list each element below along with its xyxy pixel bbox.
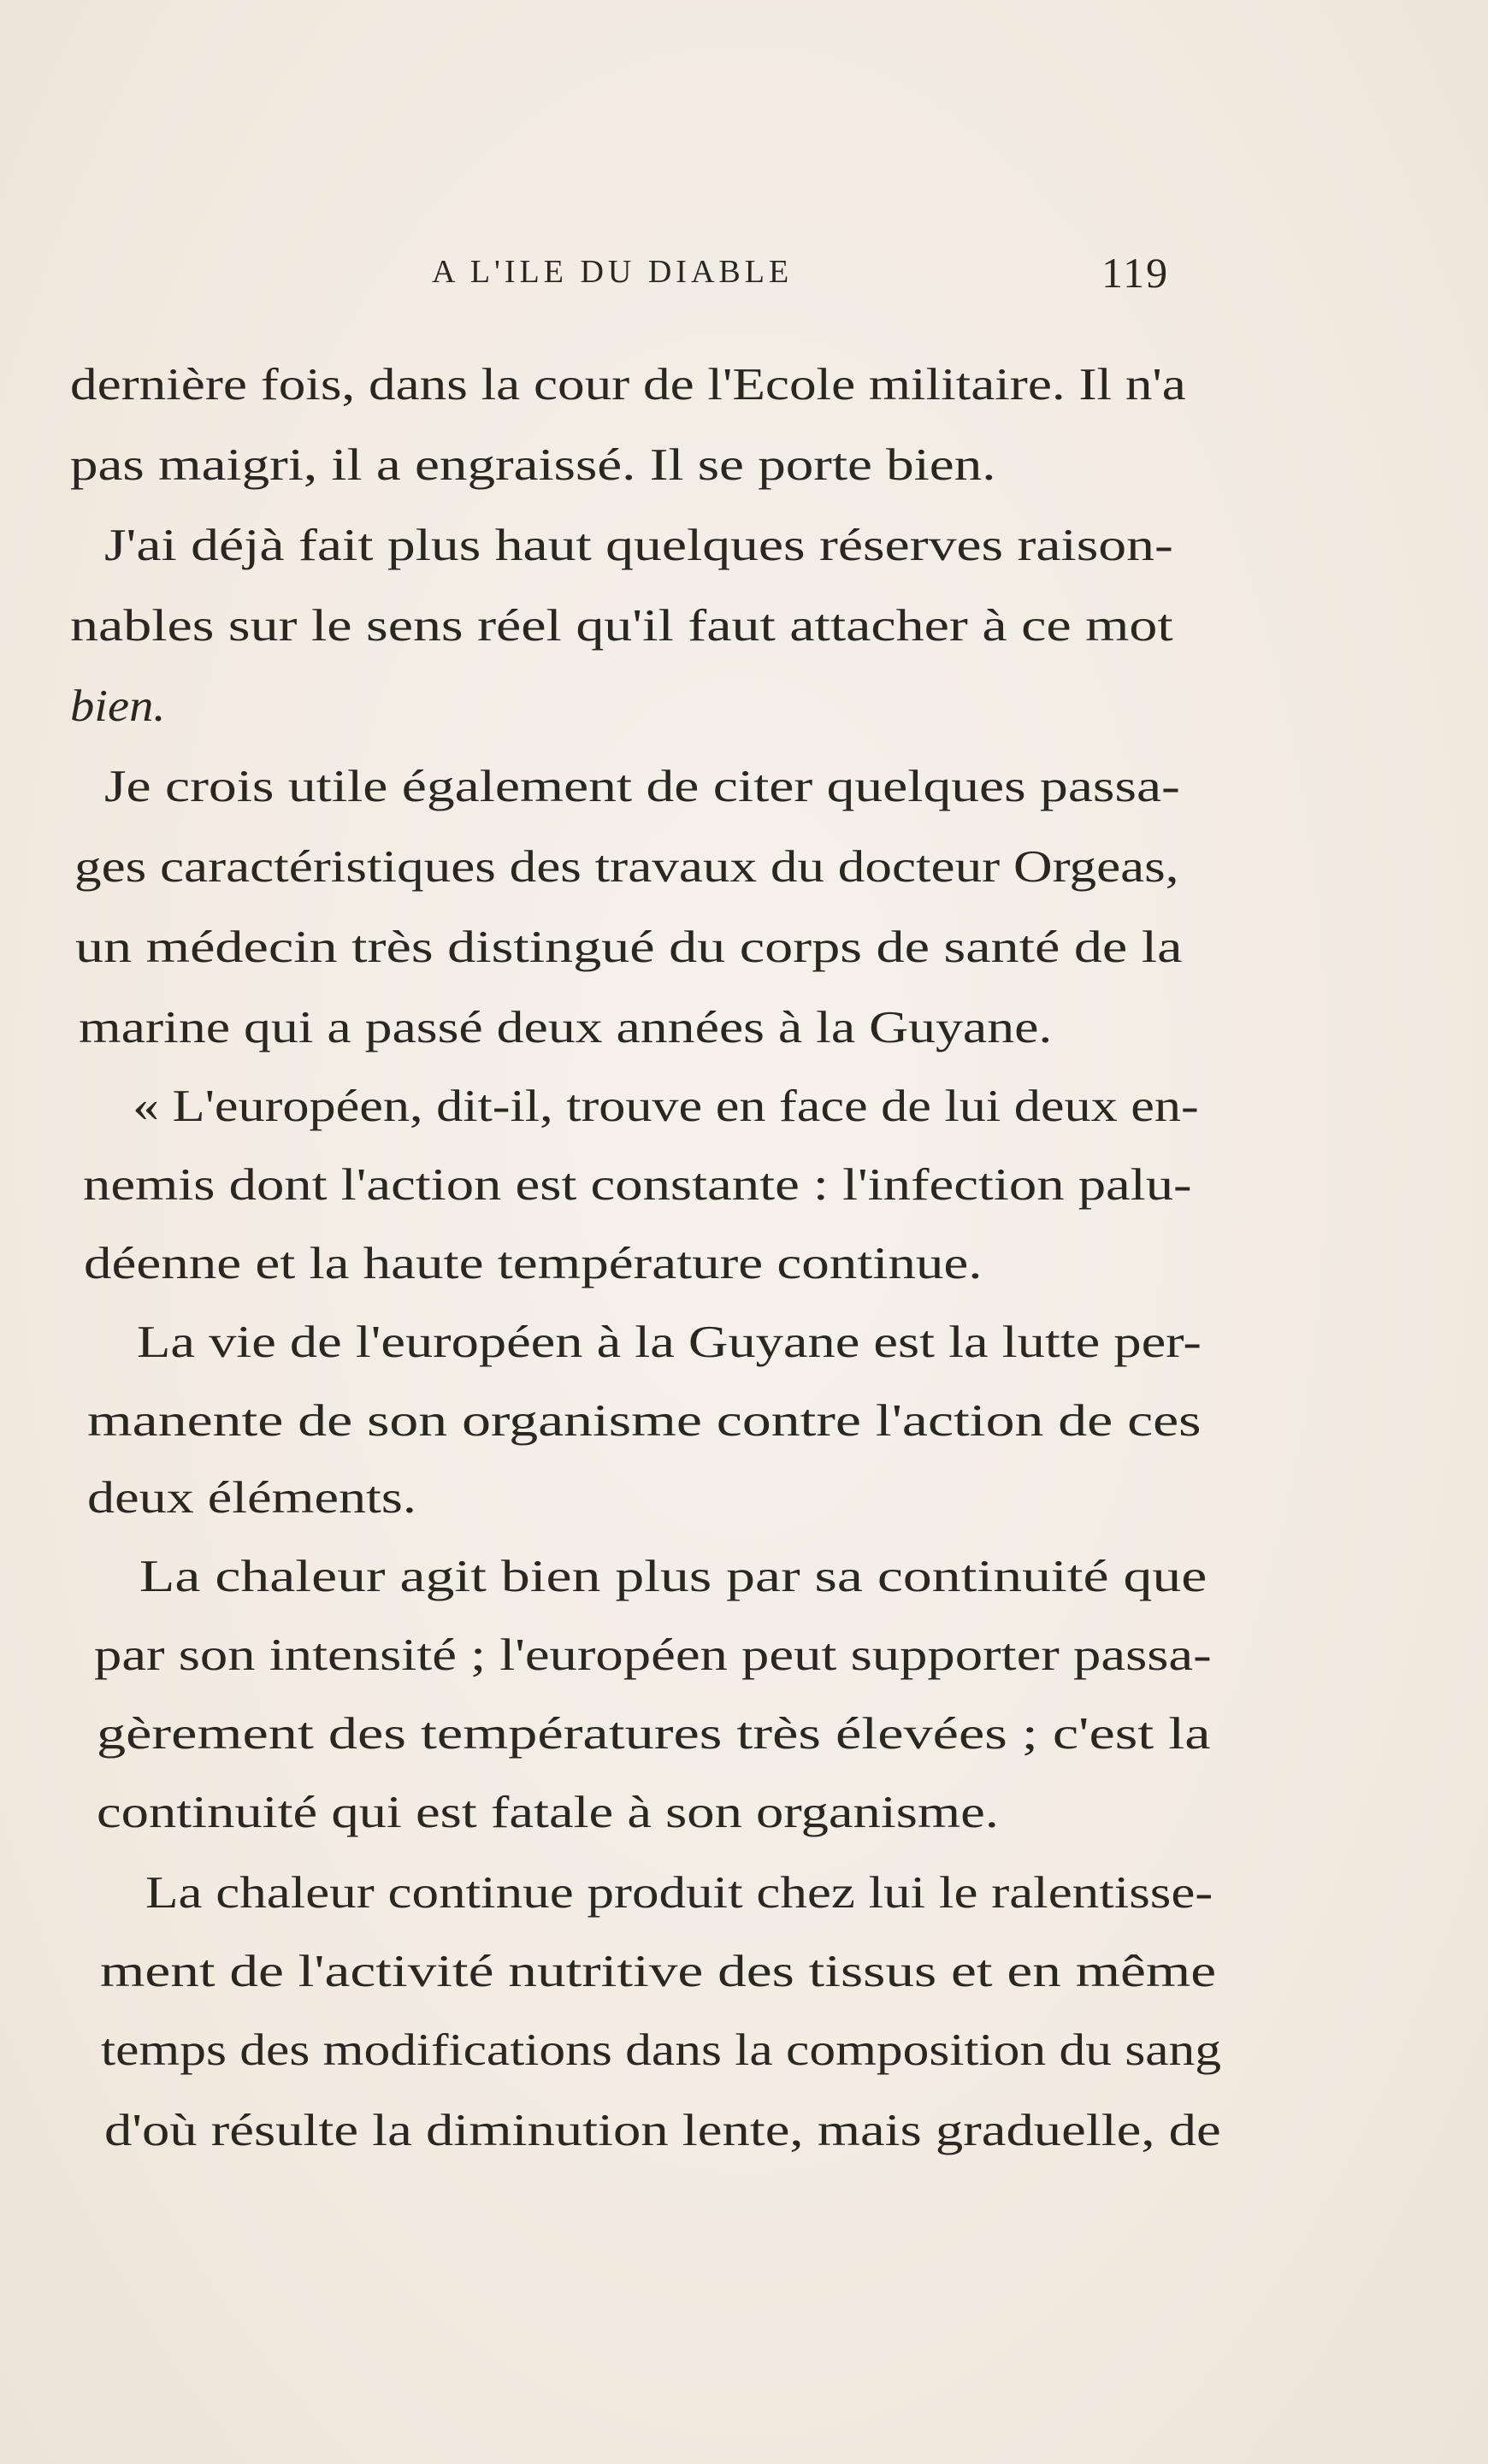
text-line: marine qui a passé deux années à la Guyane. <box>79 1003 1053 1052</box>
text-line: nemis dont l'action est constante : l'infection palu- <box>83 1160 1192 1210</box>
quote-first-line: « L'européen, dit-il, trouve en face de lui deux en- <box>133 1082 1199 1131</box>
italic-word-line: bien. <box>70 681 166 731</box>
text-line: un médecin très distingué du corps de santé de la <box>75 923 1183 972</box>
text-line: temps des modifications dans la composition du sang <box>101 2025 1222 2075</box>
text-line: pas maigri, il a engraissé. Il se porte bien. <box>70 440 996 490</box>
text-line: gèrement des températures très élevées ; c'est la <box>97 1709 1211 1759</box>
text-line: par son intensité ; l'européen peut supporter passa- <box>94 1630 1212 1680</box>
running-title: A L'ILE DU DIABLE <box>432 254 794 290</box>
paragraph-first-line: La vie de l'européen à la Guyane est la lutte per- <box>137 1317 1202 1367</box>
text-line: déenne et la haute température continue. <box>84 1239 983 1288</box>
text-line: dernière fois, dans la cour de l'Ecole militaire. Il n'a <box>70 360 1186 410</box>
text-line: d'où résulte la diminution lente, mais graduelle, de <box>104 2106 1221 2155</box>
text-line: nables sur le sens réel qu'il faut attacher à ce mot <box>70 601 1173 651</box>
text-line: continuité qui est fatale à son organisme. <box>97 1788 999 1837</box>
paragraph-first-line: La chaleur continue produit chez lui le ralentisse- <box>145 1868 1213 1918</box>
text-line: ges caractéristiques des travaux du docteur Orgeas, <box>74 842 1179 892</box>
paragraph-first-line: Je crois utile également de citer quelques passa- <box>104 762 1180 811</box>
text-line: ment de l'activité nutritive des tissus et en même <box>100 1947 1217 1996</box>
text-line: manente de son organisme contre l'action de ces <box>87 1396 1202 1446</box>
text-line: deux éléments. <box>87 1473 416 1523</box>
page-number: 119 <box>1101 249 1170 297</box>
paragraph-first-line: La chaleur agit bien plus par sa continuité que <box>139 1552 1208 1601</box>
paragraph-first-line: J'ai déjà fait plus haut quelques réserves raison- <box>104 521 1173 570</box>
